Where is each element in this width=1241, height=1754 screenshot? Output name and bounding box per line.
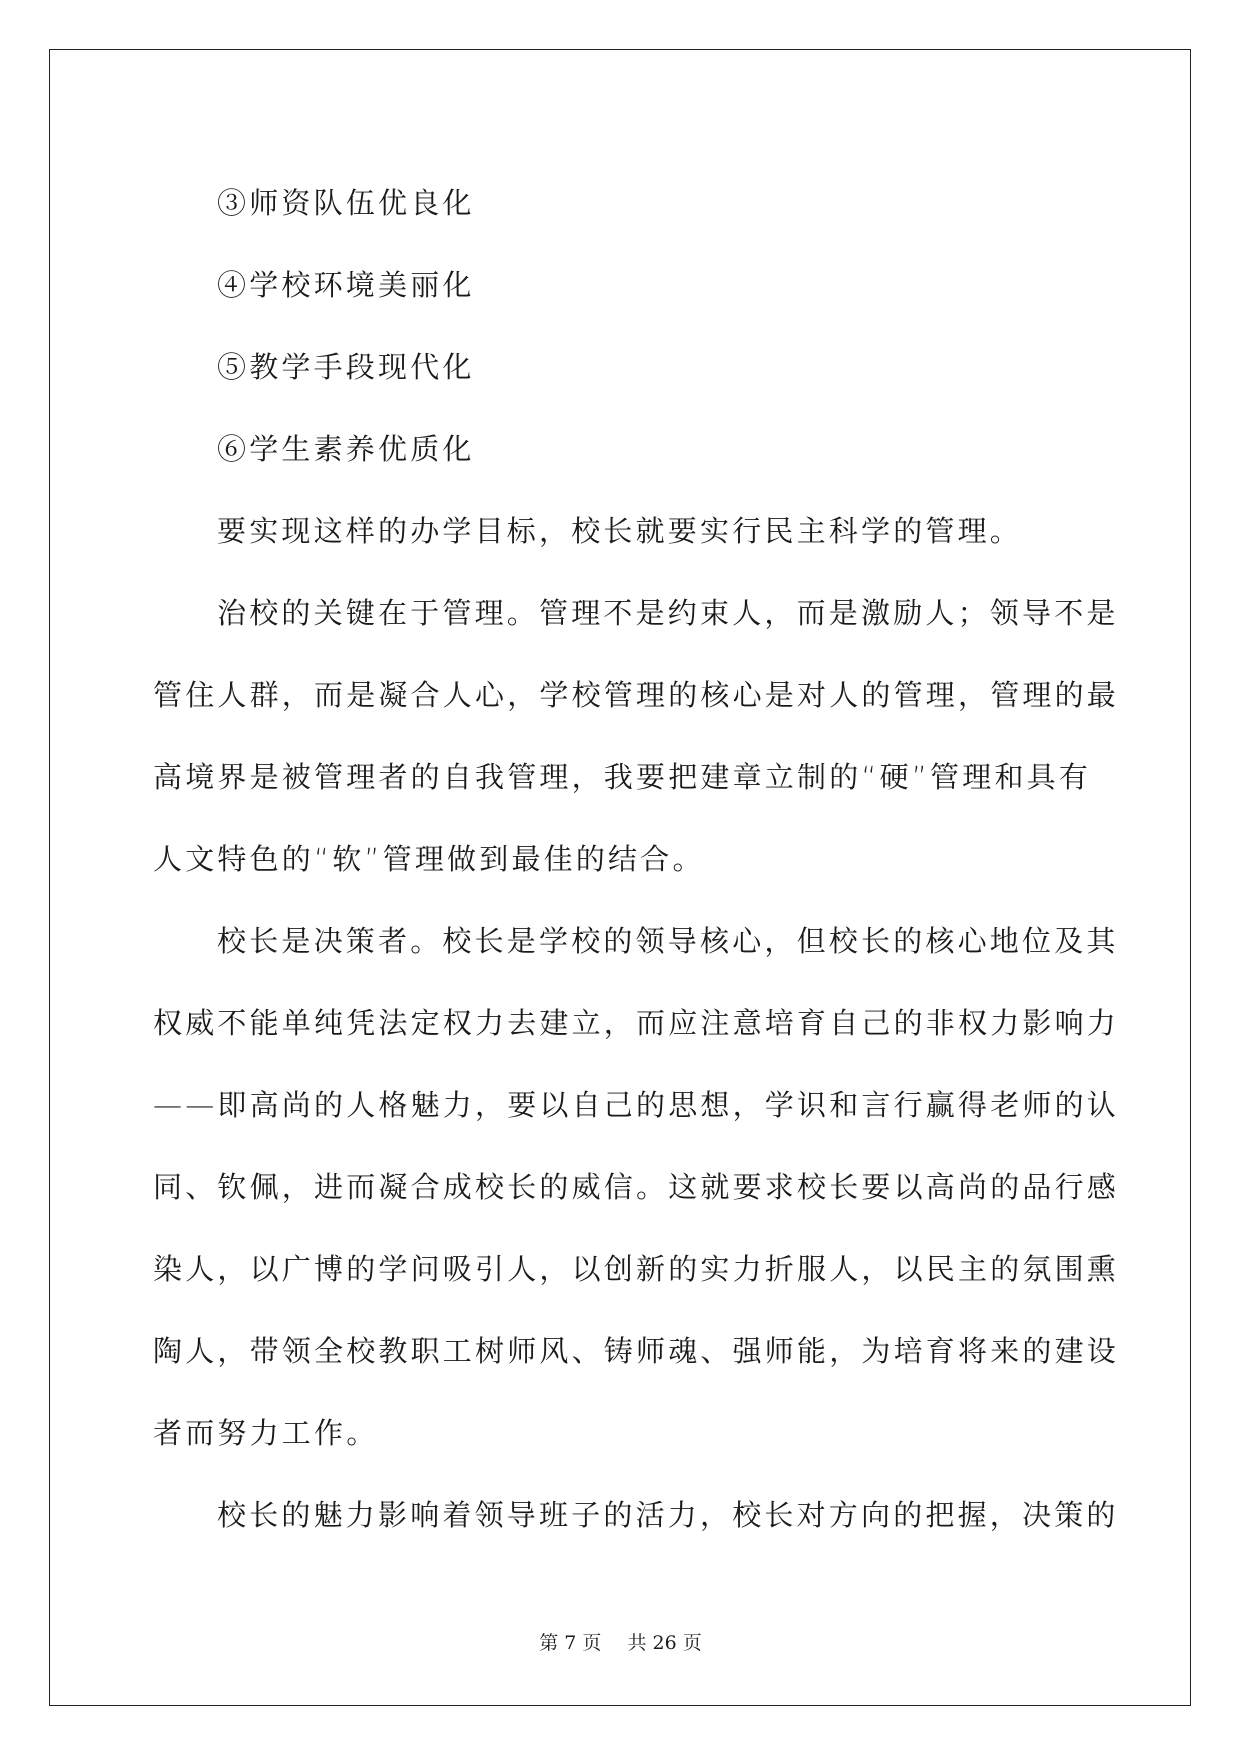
text-line: ⑥学生素养优质化	[217, 432, 475, 466]
text-line: ③师资队伍优良化	[217, 186, 475, 220]
text-line: 人文特色的“软”管理做到最佳的结合。	[153, 842, 705, 876]
text-line: 管住人群，而是凝合人心，学校管理的核心是对人的管理，管理的最	[153, 678, 1120, 712]
text-line: 治校的关键在于管理。管理不是约束人，而是激励人；领导不是	[217, 596, 1119, 630]
text-line: 要实现这样的办学目标，校长就要实行民主科学的管理。	[217, 514, 1023, 548]
text-line: 陶人，带领全校教职工树师风、铸师魂、强师能，为培育将来的建设	[153, 1334, 1120, 1368]
document-body	[153, 162, 1120, 1556]
text-line: ④学校环境美丽化	[217, 268, 475, 302]
text-line: 者而努力工作。	[153, 1416, 379, 1450]
text-line: ⑤教学手段现代化	[217, 350, 475, 384]
text-line: 高境界是被管理者的自我管理，我要把建章立制的“硬”管理和具有	[153, 760, 1092, 794]
text-line: 染人，以广博的学问吸引人，以创新的实力折服人，以民主的氛围熏	[153, 1252, 1120, 1286]
text-line: 同、钦佩，进而凝合成校长的威信。这就要求校长要以高尚的品行感	[153, 1170, 1120, 1204]
text-line: 权威不能单纯凭法定权力去建立，而应注意培育自己的非权力影响力	[153, 1006, 1120, 1040]
page-footer	[0, 1628, 1241, 1655]
page-total: 共 26 页	[627, 1632, 702, 1654]
page-number: 第 7 页	[539, 1632, 602, 1654]
text-line: 校长的魅力影响着领导班子的活力，校长对方向的把握，决策的	[217, 1498, 1119, 1532]
text-line: 校长是决策者。校长是学校的领导核心，但校长的核心地位及其	[217, 924, 1119, 958]
text-line: ——即高尚的人格魅力，要以自己的思想，学识和言行赢得老师的认	[153, 1088, 1120, 1122]
